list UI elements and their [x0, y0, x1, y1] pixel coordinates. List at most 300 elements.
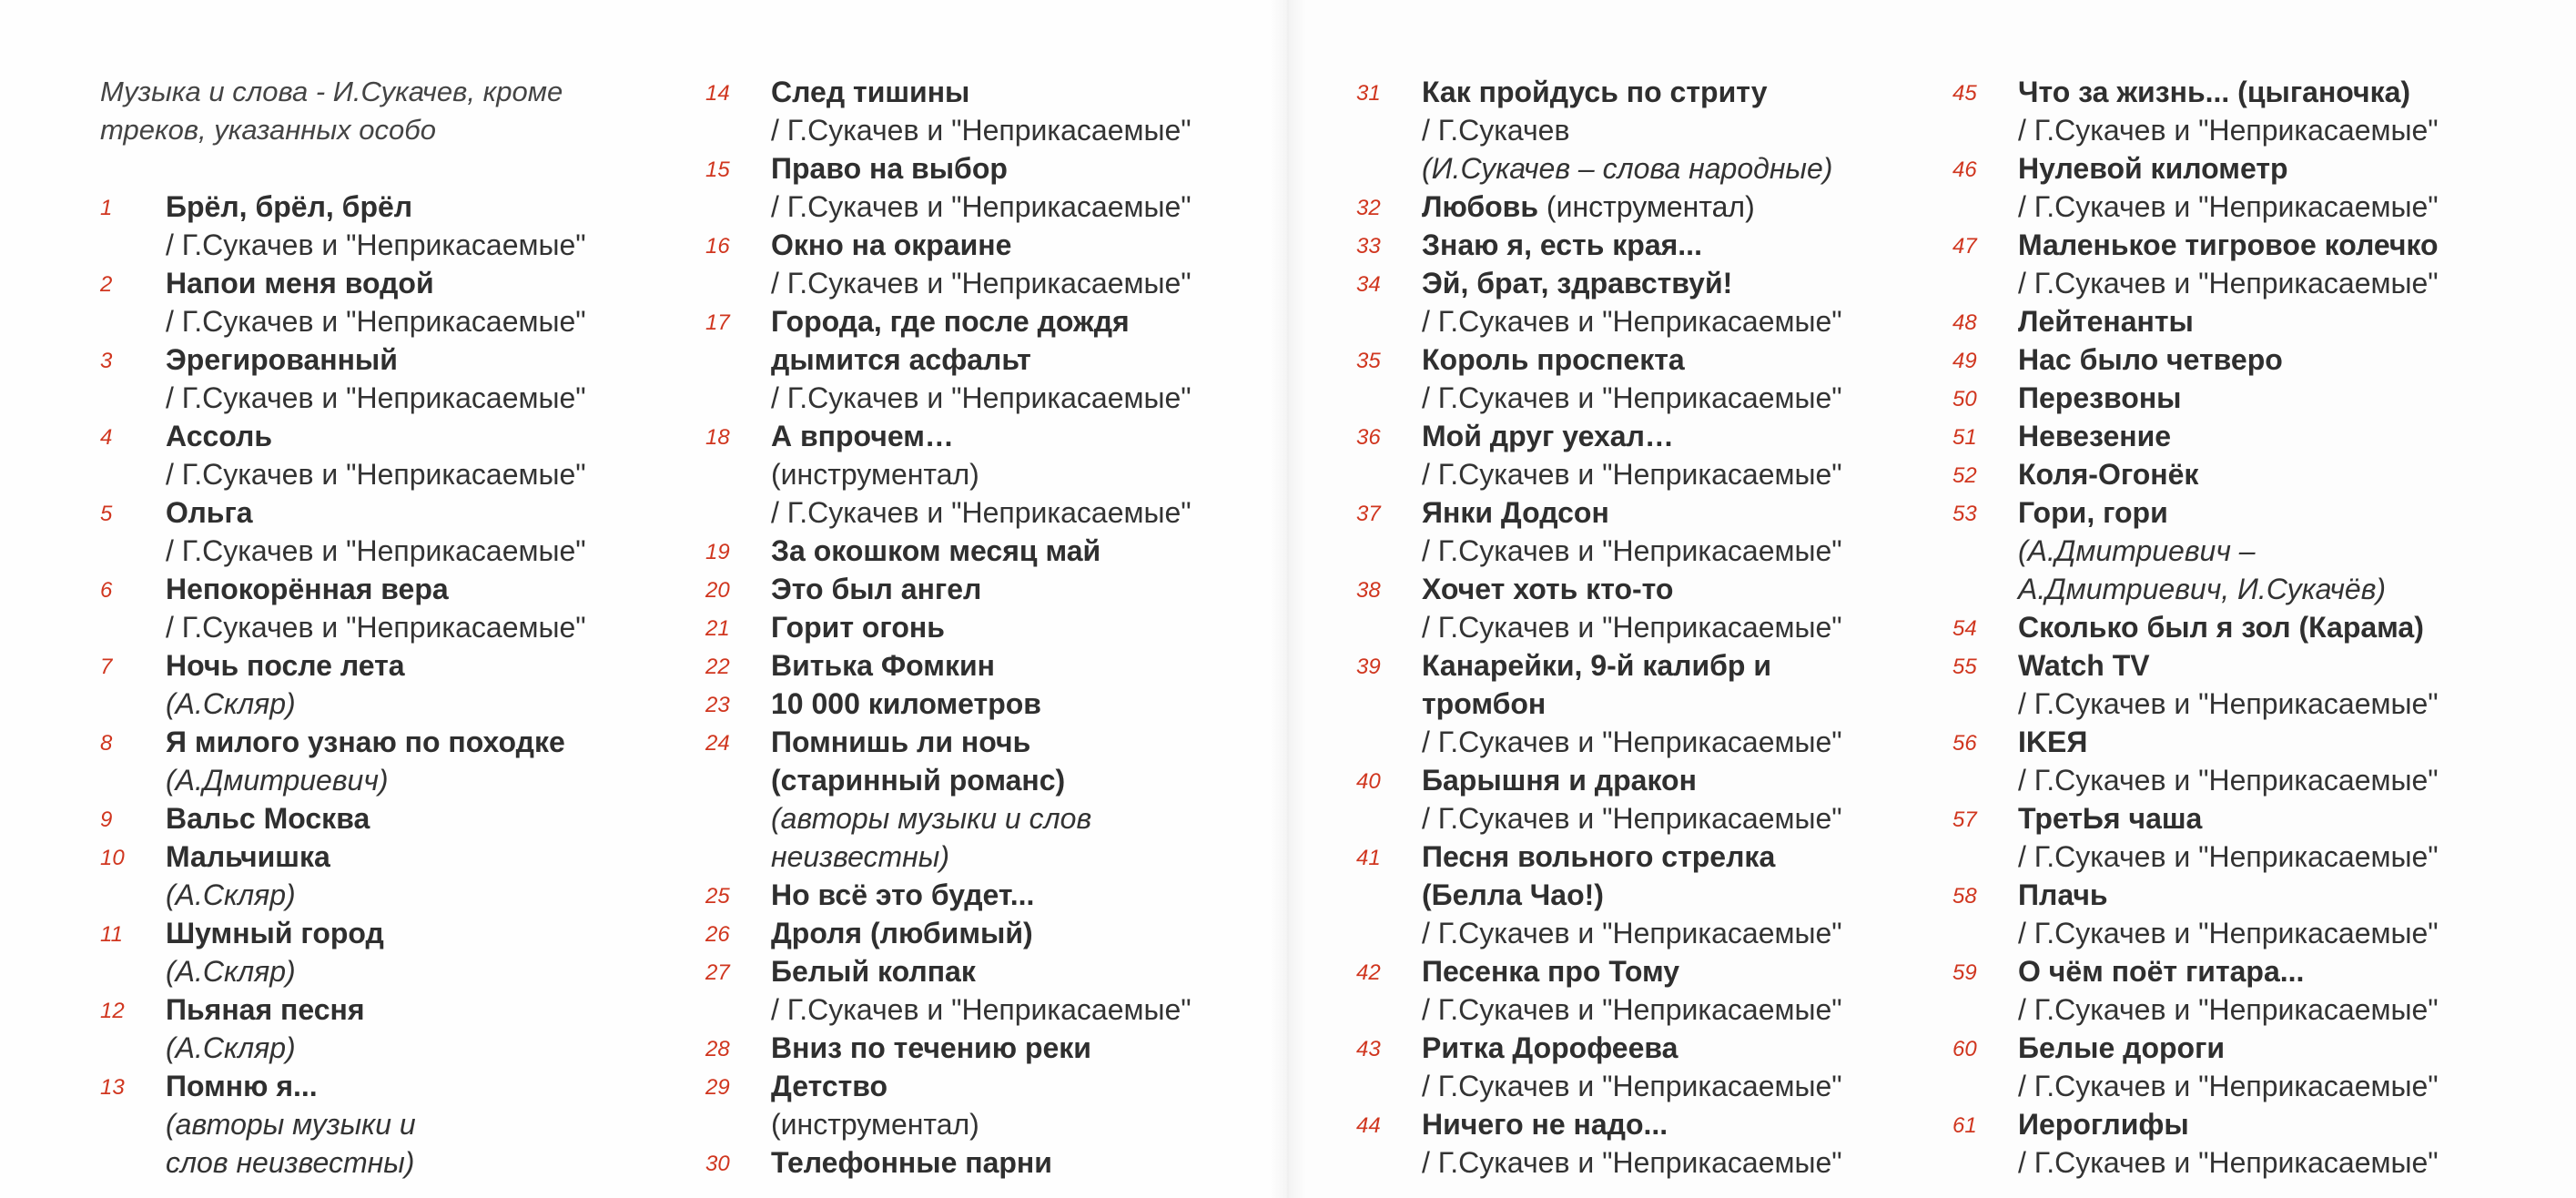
- track-number: 31: [1356, 81, 1381, 106]
- track-number: 58: [1952, 884, 1977, 909]
- track-title-text: Watch TV: [2018, 649, 2150, 682]
- tracklist-column-4: [1952, 73, 2544, 1182]
- track-item: [705, 876, 1297, 914]
- track-title-text: (старинный романс): [771, 764, 1066, 797]
- track-number: 51: [1952, 425, 1977, 450]
- track-number: 43: [1356, 1037, 1381, 1061]
- track-item: [705, 646, 1297, 685]
- track-title-text: Но всё это будет...: [771, 878, 1035, 911]
- track-title-text: Барышня и дракон: [1422, 764, 1697, 797]
- track-performer: / Г.Сукачев и "Неприкасаемые": [2018, 267, 2439, 300]
- track-title: [771, 761, 1297, 799]
- track-title-text: Ольга: [166, 496, 253, 529]
- track-performer: / Г.Сукачев и "Неприкасаемые": [1422, 802, 1842, 835]
- track-number: 35: [1356, 349, 1381, 373]
- track-authors: (авторы музыки и слов: [771, 802, 1092, 835]
- track-performer: (инструментал): [771, 1108, 979, 1141]
- track-list: [1356, 73, 1948, 1182]
- track-title: [166, 1067, 692, 1105]
- track-title-text: Детство: [771, 1070, 888, 1102]
- track-number: 5: [100, 502, 113, 526]
- track-item: [1952, 608, 2544, 646]
- track-item: [1356, 264, 1948, 340]
- track-number: 18: [705, 425, 730, 450]
- track-number: 8: [100, 731, 113, 756]
- track-title-text: Вальс Москва: [166, 802, 370, 835]
- track-item: [100, 570, 692, 646]
- track-title: [166, 838, 692, 876]
- track-number: 50: [1952, 387, 1977, 411]
- track-item: [1952, 379, 2544, 417]
- track-item: [1952, 799, 2544, 876]
- track-number: 46: [1952, 157, 1977, 182]
- track-item: [705, 149, 1297, 226]
- track-performer: / Г.Сукачев и "Неприкасаемые": [2018, 993, 2439, 1026]
- track-item: [100, 914, 692, 990]
- track-title-text: Помню я...: [166, 1070, 318, 1102]
- track-number: 36: [1356, 425, 1381, 450]
- track-title-text: Канарейки, 9-й калибр и: [1422, 649, 1772, 682]
- track-number: 29: [705, 1075, 730, 1100]
- track-title-text: Витька Фомкин: [771, 649, 995, 682]
- track-title-text: Песня вольного стрелка: [1422, 840, 1776, 873]
- track-item: [100, 264, 692, 340]
- track-title: [771, 952, 1297, 990]
- track-authors: (авторы музыки и: [166, 1108, 416, 1141]
- track-title: [1422, 1029, 1948, 1067]
- track-performer: / Г.Сукачев и "Неприкасаемые": [166, 534, 586, 567]
- track-title-text: Белый колпак: [771, 955, 976, 988]
- track-performer: / Г.Сукачев и "Неприкасаемые": [771, 993, 1192, 1026]
- track-number: 53: [1952, 502, 1977, 526]
- track-performer: / Г.Сукачев и "Неприкасаемые": [166, 611, 586, 644]
- track-title-text: Иероглифы: [2018, 1108, 2189, 1141]
- track-item: [1356, 838, 1948, 952]
- track-number: 10: [100, 846, 125, 870]
- track-number: 61: [1952, 1113, 1977, 1138]
- track-number: 13: [100, 1075, 125, 1100]
- track-title: [2018, 340, 2544, 379]
- track-number: 30: [705, 1152, 730, 1176]
- track-performer: / Г.Сукачев и "Неприкасаемые": [771, 381, 1192, 414]
- track-item: [705, 914, 1297, 952]
- track-title: [2018, 379, 2544, 417]
- track-number: 27: [705, 960, 730, 985]
- track-performer: / Г.Сукачев и "Неприкасаемые": [2018, 764, 2439, 797]
- track-authors: А.Дмитриевич, И.Сукачёв): [2018, 573, 2387, 605]
- track-authors: неизвестны): [771, 840, 949, 873]
- track-title-text: Помнишь ли ночь: [771, 726, 1031, 758]
- track-performer: / Г.Сукачев и "Неприкасаемые": [1422, 726, 1842, 758]
- track-performer: / Г.Сукачев и "Неприкасаемые": [2018, 114, 2439, 147]
- track-authors: (И.Сукачев – слова народные): [1422, 152, 1833, 185]
- track-title: [1422, 493, 1948, 532]
- track-number: 28: [705, 1037, 730, 1061]
- track-title-text: Ничего не надо...: [1422, 1108, 1668, 1141]
- track-title: [1422, 761, 1948, 799]
- track-title: [771, 1029, 1297, 1067]
- track-number: 47: [1952, 234, 1977, 259]
- track-item: [705, 73, 1297, 149]
- track-title-text: Гори, гори: [2018, 496, 2168, 529]
- track-performer: / Г.Сукачев и "Неприкасаемые": [166, 305, 586, 338]
- track-performer: / Г.Сукачев и "Неприкасаемые": [1422, 1070, 1842, 1102]
- track-item: [705, 1143, 1297, 1182]
- track-title: [166, 646, 692, 685]
- track-number: 34: [1356, 272, 1381, 297]
- track-number: 59: [1952, 960, 1977, 985]
- track-title-text: Брёл, брёл, брёл: [166, 190, 413, 223]
- track-performer: / Г.Сукачев и "Неприкасаемые": [166, 228, 586, 261]
- track-authors: (А.Скляр): [166, 955, 296, 988]
- track-title: [166, 264, 692, 302]
- track-number: 11: [100, 922, 123, 947]
- track-title-text: Сколько был я зол (Карама): [2018, 611, 2424, 644]
- track-item: [100, 723, 692, 799]
- track-item: [705, 723, 1297, 876]
- track-title-text: дымится асфальт: [771, 343, 1031, 376]
- track-title: [166, 990, 692, 1029]
- track-item: [705, 532, 1297, 570]
- track-item: [1952, 1105, 2544, 1182]
- track-number: 55: [1952, 655, 1977, 679]
- track-title-text: Окно на окраине: [771, 228, 1012, 261]
- track-item: [1952, 73, 2544, 149]
- track-item: [1952, 340, 2544, 379]
- track-title-text: Перезвоны: [2018, 381, 2182, 414]
- track-title: [1422, 838, 1948, 876]
- track-item: [705, 302, 1297, 417]
- track-number: 20: [705, 578, 730, 603]
- track-authors: (А.Скляр): [166, 687, 296, 720]
- track-title: [2018, 952, 2544, 990]
- track-number: 60: [1952, 1037, 1977, 1061]
- track-performer: / Г.Сукачев и "Неприкасаемые": [2018, 687, 2439, 720]
- track-number: 2: [100, 272, 113, 297]
- track-title-text: Я милого узнаю по походке: [166, 726, 565, 758]
- track-title-text: Шумный город: [166, 917, 384, 949]
- track-title-text: 10 000 километров: [771, 687, 1041, 720]
- track-performer: / Г.Сукачев: [1422, 114, 1570, 147]
- track-item: [705, 1029, 1297, 1067]
- track-number: 42: [1356, 960, 1381, 985]
- track-note: (инструментал): [1538, 190, 1755, 223]
- track-title-text: Как пройдусь по стриту: [1422, 76, 1768, 108]
- tracklist-column-1: [100, 73, 692, 1182]
- track-item: [100, 646, 692, 723]
- track-performer: / Г.Сукачев и "Неприкасаемые": [1422, 305, 1842, 338]
- track-title-text: Плачь: [2018, 878, 2108, 911]
- track-number: 19: [705, 540, 730, 564]
- track-number: 12: [100, 999, 125, 1023]
- track-item: [1952, 493, 2544, 608]
- track-number: 25: [705, 884, 730, 909]
- track-item: [1952, 149, 2544, 226]
- track-title-text: Янки Додсон: [1422, 496, 1609, 529]
- track-number: 40: [1356, 769, 1381, 794]
- track-title: [2018, 302, 2544, 340]
- track-title: [166, 493, 692, 532]
- track-title-text: Нас было четверо: [2018, 343, 2283, 376]
- track-item: [705, 417, 1297, 532]
- track-number: 23: [705, 693, 730, 717]
- track-title-text: Мой друг уехал…: [1422, 420, 1674, 452]
- track-title-text: Вниз по течению реки: [771, 1031, 1091, 1064]
- track-title: [1422, 188, 1948, 226]
- track-item: [1356, 646, 1948, 761]
- track-title: [771, 1143, 1297, 1182]
- track-title: [166, 188, 692, 226]
- track-title: [771, 723, 1297, 761]
- track-title-text: Города, где после дождя: [771, 305, 1130, 338]
- track-title: [1422, 340, 1948, 379]
- track-number: 21: [705, 616, 730, 641]
- track-title-text: (Белла Чао!): [1422, 878, 1604, 911]
- track-authors: слов неизвестны): [166, 1146, 415, 1179]
- track-title: [1422, 73, 1948, 111]
- track-title-text: След тишины: [771, 76, 970, 108]
- track-item: [705, 608, 1297, 646]
- track-title: [2018, 646, 2544, 685]
- track-list: [100, 188, 692, 1182]
- track-title: [771, 914, 1297, 952]
- track-item: [100, 990, 692, 1067]
- track-item: [1952, 1029, 2544, 1105]
- track-item: [100, 188, 692, 264]
- track-title: [2018, 73, 2544, 111]
- track-title: [2018, 226, 2544, 264]
- track-title: [166, 914, 692, 952]
- track-number: 26: [705, 922, 730, 947]
- track-item: [1356, 1029, 1948, 1105]
- track-performer: / Г.Сукачев и "Неприкасаемые": [2018, 840, 2439, 873]
- track-number: 52: [1952, 463, 1977, 488]
- track-number: 6: [100, 578, 113, 603]
- track-performer: / Г.Сукачев и "Неприкасаемые": [1422, 1146, 1842, 1179]
- track-number: 48: [1952, 310, 1977, 335]
- track-title-text: Песенка про Тому: [1422, 955, 1680, 988]
- track-title: [2018, 417, 2544, 455]
- track-performer: / Г.Сукачев и "Неприкасаемые": [1422, 611, 1842, 644]
- track-title: [2018, 493, 2544, 532]
- track-number: 49: [1952, 349, 1977, 373]
- track-item: [1356, 226, 1948, 264]
- track-title-text: Горит огонь: [771, 611, 945, 644]
- track-title-text: Маленькое тигровое колечко: [2018, 228, 2439, 261]
- track-number: 14: [705, 81, 730, 106]
- track-title: [771, 73, 1297, 111]
- track-title: [166, 723, 692, 761]
- credits-intro: Музыка и слова - И.Сукачев, кроме треков, указанных особо: [100, 76, 563, 146]
- track-title-text: Непокорённая вера: [166, 573, 449, 605]
- track-number: 1: [100, 196, 113, 220]
- track-title-text: Хочет хоть кто-то: [1422, 573, 1674, 605]
- track-list: [1952, 73, 2544, 1182]
- track-item: [1356, 952, 1948, 1029]
- track-number: 7: [100, 655, 113, 679]
- track-item: [705, 685, 1297, 723]
- track-title-text: Мальчишка: [166, 840, 330, 873]
- track-item: [1356, 340, 1948, 417]
- track-title: [1422, 570, 1948, 608]
- track-item: [705, 226, 1297, 302]
- track-item: [1952, 876, 2544, 952]
- track-title-text: Эрегированный: [166, 343, 398, 376]
- track-title: [2018, 799, 2544, 838]
- track-title-text: ТретЬя чаша: [2018, 802, 2203, 835]
- track-performer: / Г.Сукачев и "Неприкасаемые": [2018, 917, 2439, 949]
- track-title: [166, 340, 692, 379]
- track-performer: / Г.Сукачев и "Неприкасаемые": [771, 496, 1192, 529]
- track-authors: (А.Дмитриевич –: [2018, 534, 2256, 567]
- track-performer: / Г.Сукачев и "Неприкасаемые": [771, 190, 1192, 223]
- track-title-text: Любовь: [1422, 190, 1539, 223]
- track-title-text: тромбон: [1422, 687, 1547, 720]
- track-title-text: Телефонные парни: [771, 1146, 1052, 1179]
- track-title-text: О чём поёт гитара...: [2018, 955, 2305, 988]
- track-item: [1952, 226, 2544, 302]
- track-item: [1356, 570, 1948, 646]
- track-performer: / Г.Сукачев и "Неприкасаемые": [1422, 458, 1842, 491]
- track-number: 54: [1952, 616, 1977, 641]
- track-item: [100, 1067, 692, 1182]
- track-item: [1356, 493, 1948, 570]
- track-title-text: Право на выбор: [771, 152, 1008, 185]
- track-item: [705, 952, 1297, 1029]
- track-item: [1952, 723, 2544, 799]
- track-number: 56: [1952, 731, 1977, 756]
- track-title-text: Ночь после лета: [166, 649, 405, 682]
- track-title-text: Лейтенанты: [2018, 305, 2194, 338]
- track-title: [2018, 1105, 2544, 1143]
- track-number: 33: [1356, 234, 1381, 259]
- track-item: [1356, 761, 1948, 838]
- track-title-text: Белые дороги: [2018, 1031, 2226, 1064]
- track-title-text: Коля-Огонёк: [2018, 458, 2199, 491]
- track-title-text: Что за жизнь... (цыганочка): [2018, 76, 2411, 108]
- track-title: [771, 149, 1297, 188]
- track-title-text: Дроля (любимый): [771, 917, 1033, 949]
- track-number: 38: [1356, 578, 1381, 603]
- track-performer: / Г.Сукачев и "Неприкасаемые": [2018, 1146, 2439, 1179]
- track-title: [166, 570, 692, 608]
- track-number: 15: [705, 157, 730, 182]
- track-number: 17: [705, 310, 730, 335]
- track-title: [2018, 149, 2544, 188]
- track-item: [1356, 188, 1948, 226]
- track-item: [100, 340, 692, 417]
- track-item: [100, 838, 692, 914]
- track-number: 4: [100, 425, 113, 450]
- track-item: [100, 493, 692, 570]
- track-number: 45: [1952, 81, 1977, 106]
- track-title: [771, 608, 1297, 646]
- track-title: [1422, 876, 1948, 914]
- track-title-text: А впрочем…: [771, 420, 954, 452]
- track-list: [705, 73, 1297, 1182]
- track-title: [771, 417, 1297, 455]
- track-item: [100, 417, 692, 493]
- track-title: [771, 646, 1297, 685]
- track-performer: / Г.Сукачев и "Неприкасаемые": [771, 267, 1192, 300]
- track-title: [771, 226, 1297, 264]
- track-title: [2018, 455, 2544, 493]
- track-title-text: Король проспекта: [1422, 343, 1685, 376]
- tracklist-column-2: [705, 73, 1297, 1182]
- track-title: [166, 417, 692, 455]
- track-title: [771, 1067, 1297, 1105]
- track-item: [1356, 1105, 1948, 1182]
- track-title: [1422, 264, 1948, 302]
- track-title-text: Нулевой километр: [2018, 152, 2288, 185]
- track-item: [100, 799, 692, 838]
- tracklist-column-3: [1356, 73, 1948, 1182]
- track-title-text: Это был ангел: [771, 573, 982, 605]
- track-item: [705, 1067, 1297, 1143]
- track-title: [1422, 952, 1948, 990]
- track-title: [166, 799, 692, 838]
- track-title-text: Знаю я, есть края...: [1422, 228, 1702, 261]
- track-number: 39: [1356, 655, 1381, 679]
- track-number: 44: [1356, 1113, 1381, 1138]
- track-number: 41: [1356, 846, 1381, 870]
- track-title: [1422, 1105, 1948, 1143]
- track-number: 22: [705, 655, 730, 679]
- track-item: [1952, 646, 2544, 723]
- track-item: [1952, 952, 2544, 1029]
- track-item: [1952, 417, 2544, 455]
- track-title: [771, 570, 1297, 608]
- track-number: 57: [1952, 807, 1977, 832]
- track-title-text: Невезение: [2018, 420, 2172, 452]
- track-title: [2018, 723, 2544, 761]
- track-title: [2018, 1029, 2544, 1067]
- track-title: [771, 876, 1297, 914]
- track-performer: / Г.Сукачев и "Неприкасаемые": [2018, 1070, 2439, 1102]
- track-title-text: Ритка Дорофеева: [1422, 1031, 1678, 1064]
- track-title: [771, 532, 1297, 570]
- track-authors: (А.Скляр): [166, 1031, 296, 1064]
- track-performer: / Г.Сукачев и "Неприкасаемые": [1422, 993, 1842, 1026]
- track-number: 32: [1356, 196, 1381, 220]
- track-authors: (А.Скляр): [166, 878, 296, 911]
- track-performer: / Г.Сукачев и "Неприкасаемые": [166, 381, 586, 414]
- track-title-text: Эй, брат, здравствуй!: [1422, 267, 1733, 300]
- track-title: [2018, 876, 2544, 914]
- track-title: [1422, 685, 1948, 723]
- track-title: [1422, 646, 1948, 685]
- track-number: 9: [100, 807, 113, 832]
- track-title-text: IKEЯ: [2018, 726, 2088, 758]
- track-performer: / Г.Сукачев и "Неприкасаемые": [771, 114, 1192, 147]
- track-item: [1952, 302, 2544, 340]
- track-title-text: Ассоль: [166, 420, 273, 452]
- track-item: [1356, 417, 1948, 493]
- track-title: [1422, 417, 1948, 455]
- track-title: [771, 340, 1297, 379]
- track-item: [1952, 455, 2544, 493]
- track-performer: (инструментал): [771, 458, 979, 491]
- track-number: 3: [100, 349, 113, 373]
- track-title-text: За окошком месяц май: [771, 534, 1101, 567]
- track-performer: / Г.Сукачев и "Неприкасаемые": [1422, 534, 1842, 567]
- track-title-text: Пьяная песня: [166, 993, 365, 1026]
- track-item: [1356, 73, 1948, 188]
- track-authors: (А.Дмитриевич): [166, 764, 389, 797]
- track-item: [705, 570, 1297, 608]
- track-number: 37: [1356, 502, 1381, 526]
- track-title: [771, 302, 1297, 340]
